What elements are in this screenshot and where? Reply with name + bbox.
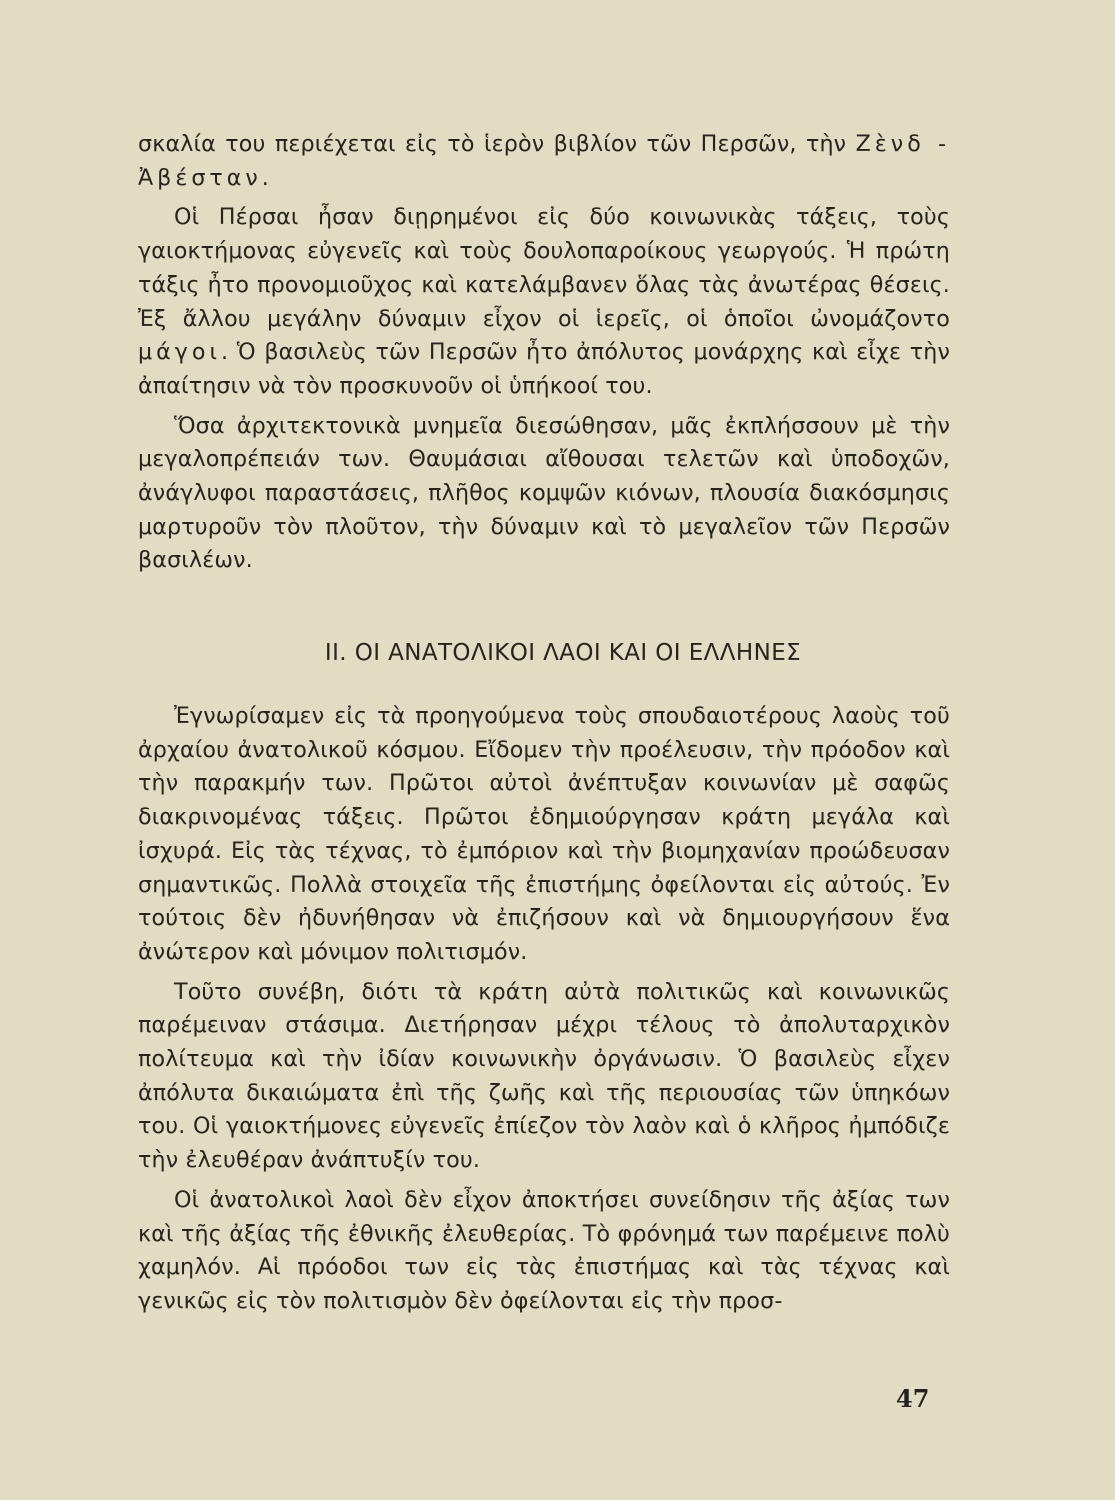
page-number: 47: [896, 1384, 930, 1413]
paragraph-tail: .: [261, 164, 269, 191]
paragraph: Ἐγνωρίσαμεν εἰς τὰ προηγούμενα τοὺς σπουδαιοτέρους λαοὺς τοῦ ἀρχαίου ἀνατολικοῦ κόσμου. Εἴδομεν τὴν προέλευσιν, τὴν πρόοδον καὶ τὴν παρακμήν των. Πρῶτοι αὐτοὶ ἀνέπτυξαν κοινωνίαν μὲ σαφῶς διακρινομένας τάξεις. Πρῶτοι ἐδημιούργησαν κράτη μεγάλα καὶ ἰσχυρά. Εἰς τὰς τέχνας, τὸ ἐμπόριον καὶ τὴν βιομηχανίαν προώδευσαν σημαντικῶς. Πολλὰ στοιχεῖα τῆς ἐπιστήμης ὀφείλονται εἰς αὐτούς. Ἐν τούτοις δὲν ἠδυνήθησαν νὰ ἐπιζήσουν καὶ νὰ δημιουργήσουν ἕνα ἀνώτερον καὶ μόνιμον πολιτισμόν.: [138, 703, 950, 965]
intro-text-block: [138, 128, 950, 578]
paragraph: Ὅσα ἀρχιτεκτονικὰ μνημεῖα διεσώθησαν, μᾶς ἐκπλήσσουν μὲ τὴν μεγαλοπρέπειάν των. Θαυμάσιαι αἴθουσαι τελετῶν καὶ ὑποδοχῶν, ἀνάγλυφοι παραστάσεις, πλῆθος κομψῶν κιόνων, πλουσία διακόσμησις μαρτυροῦν τὸν πλοῦτον, τὴν δύναμιν καὶ τὸ μεγαλεῖον τῶν Περσῶν βασιλέων.: [138, 412, 950, 574]
paragraph-text: σκαλία του περιέχεται εἰς τὸ ἱερὸν βιβλίον τῶν Περσῶν, τὴν: [138, 131, 847, 157]
paragraph: Οἱ ἀνατολικοὶ λαοὶ δὲν εἶχον ἀποκτήσει συνείδησιν τῆς ἀξίας των καὶ τῆς ἀξίας τῆς ἐθνικῆς ἐλευθερίας. Τὸ φρόνημά των παρέμεινε πολὺ χαμηλόν. Αἱ πρόοδοι των εἰς τὰς ἐπιστήμας καὶ τὰς τέχνας καὶ γενικῶς εἰς τὸν πολιτισμὸν δὲν ὀφείλονται εἰς τὴν προσ-: [138, 1186, 950, 1314]
paragraph: [138, 201, 950, 403]
section-text-block: [138, 700, 950, 1319]
paragraph-tail: . Ὁ βασιλεὺς τῶν Περσῶν ἦτο ἀπόλυτος μονάρχης καὶ εἶχε τὴν ἀπαίτησιν νὰ τὸν προσκυνοῦν οἱ ὑπήκοοί του.: [138, 339, 950, 399]
paragraph: Τοῦτο συνέβη, διότι τὰ κράτη αὐτὰ πολιτικῶς καὶ κοινωνικῶς παρέμειναν στάσιμα. Διετήρησαν μέχρι τέλους τὸ ἀπολυταρχικὸν πολίτευμα καὶ τὴν ἰδίαν κοινωνικὴν ὀργάνωσιν. Ὁ βασιλεὺς εἶχεν ἀπόλυτα δικαιώματα ἐπὶ τῆς ζωῆς καὶ τῆς περιουσίας τῶν ὑπηκόων του. Οἱ γαιοκτήμονες εὐγενεῖς ἐπίεζον τὸν λαὸν καὶ ὁ κλῆρος ἠμπόδιζε τὴν ἐλευθέραν ἀνάπτυξίν του.: [138, 978, 950, 1174]
paragraph-continuation: [138, 128, 950, 195]
emphasized-term: Ζὲνδ - Ἀβέσταν: [138, 131, 951, 191]
section-heading: ΙΙ. ΟΙ ΑΝΑΤΟΛΙΚΟΙ ΛΑΟΙ ΚΑΙ ΟΙ ΕΛΛΗΝΕΣ: [324, 640, 802, 666]
emphasized-term: μάγοι: [138, 339, 221, 366]
paragraph-text: Οἱ Πέρσαι ἦσαν διῃρημένοι εἰς δύο κοινωνικὰς τάξεις, τοὺς γαιοκτήμονας εὐγενεῖς καὶ τοὺς δουλοπαροίκους γεωργούς. Ἡ πρώτη τάξις ἦτο προνομιοῦχος καὶ κατελάμβανεν ὅλας τὰς ἀνωτέρας θέσεις. Ἐξ ἄλλου μεγάλην δύναμιν εἶχον οἱ ἱερεῖς, οἱ ὁποῖοι ὠνομάζοντο: [138, 204, 950, 332]
